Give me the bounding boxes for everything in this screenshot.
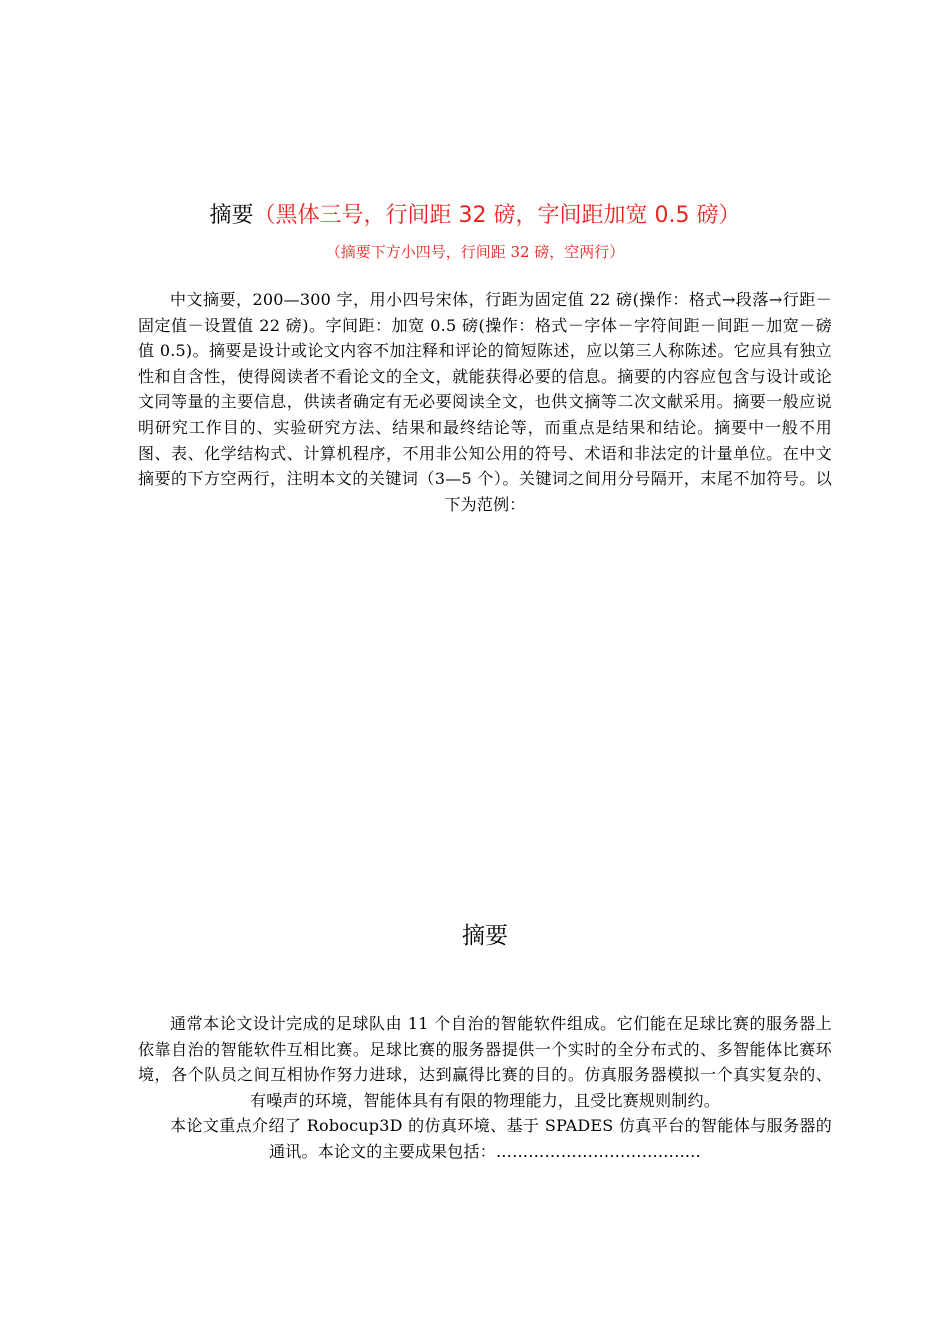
abstract-heading: 摘要: [209, 203, 254, 228]
spacing-format-note: （摘要下方小四号，行间距 32 磅，空两行）: [325, 243, 625, 261]
sample-paragraph-2: 本论文重点介绍了 Robocup3D 的仿真环境、基于 SPADES 仿真平台的智能体与服务器的通讯。本论文的主要成果包括：………………………………..: [170, 1116, 832, 1161]
sample-abstract-heading: 摘要: [462, 923, 508, 949]
abstract-heading-instruction: [0, 198, 950, 234]
abstract-guidelines: [138, 287, 832, 517]
guidelines-paragraph: 中文摘要，200—300 字，用小四号宋体，行距为固定值 22 磅(操作：格式→段落→行距－固定值－设置值 22 磅)。字间距：加宽 0.5 磅(操作：格式－字体－字符间距－间距－加宽－磅值 0.5)。摘要是设计或论文内容不加注释和评论的简短陈述，应以第三人称陈述。它应具有独立性和自含性，使得阅读者不看论文的全文，就能获得必要的信息。摘要的内容应包含与设计或论文同等量的主要信息，供读者确定有无必要阅读全文，也供文摘等二次文献采用。摘要一般应说明研究工作目的、实验研究方法、结果和最终结论等，而重点是结果和结论。摘要中一般不用图、表、化学结构式、计算机程序，不用非公知公用的符号、术语和非法定的计量单位。在中文摘要的下方空两行，注明本文的关键词（3—5 个）。关键词之间用分号隔开，末尾不加符号。以下为范例：: [138, 290, 832, 514]
sample-paragraph-1: 通常本论文设计完成的足球队由 11 个自治的智能软件组成。它们能在足球比赛的服务器上依靠自治的智能软件互相比赛。足球比赛的服务器提供一个实时的全分布式的、多智能体比赛环境，各个队员之间互相协作努力进球，达到赢得比赛的目的。仿真服务器模拟一个真实复杂的、有噪声的环境，智能体具有有限的物理能力，且受比赛规则制约。: [138, 1014, 832, 1110]
sample-abstract-body: [138, 1011, 832, 1165]
heading-format-note: （黑体三号，行间距 32 磅，字间距加宽 0.5 磅）: [253, 203, 741, 228]
